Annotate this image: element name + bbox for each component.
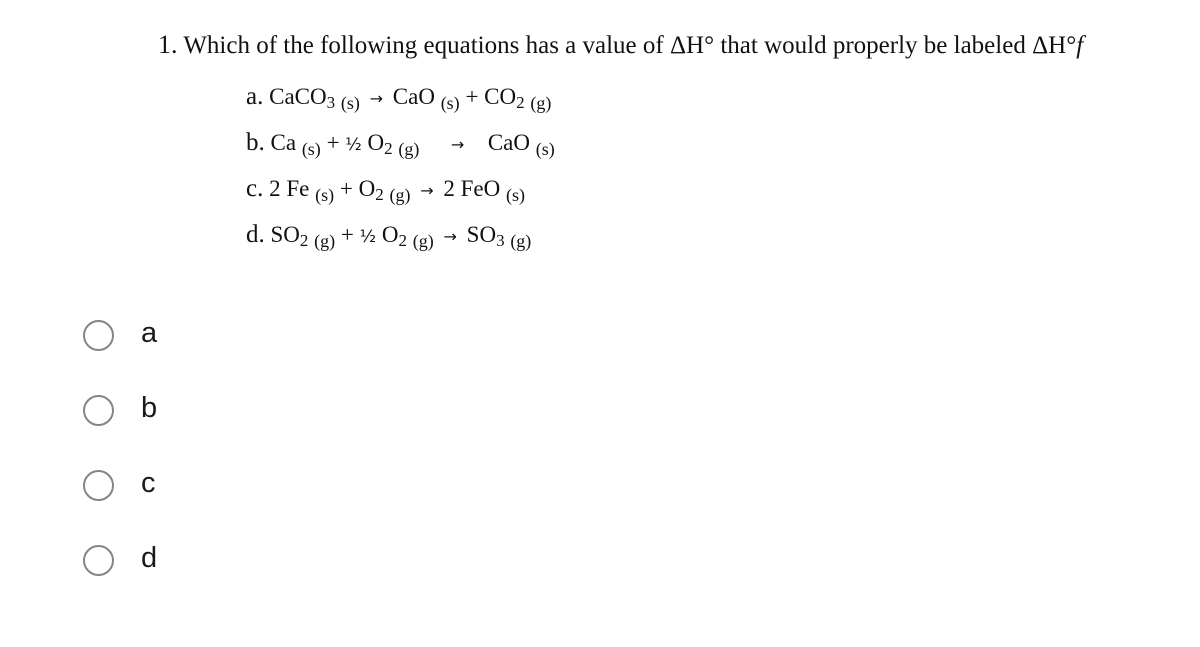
subscript: 3 [326,93,336,112]
question-suffix: f [1076,32,1084,59]
question-body: Which of the following equations has a value of ΔH° that would properly be labeled ΔH° [183,32,1077,59]
species: CaCO [269,84,327,109]
choice-b[interactable] [83,391,157,429]
subscript: 2 [375,185,384,204]
species: O [367,130,385,155]
equation-letter: c. [246,175,264,202]
plus-sign: + [326,130,340,155]
equation-c [246,170,555,216]
phase-label: (g) [510,231,532,251]
radio-button-a[interactable] [83,320,114,351]
subscript: 2 [299,231,309,250]
phase-label: (s) [535,139,555,159]
choice-a[interactable] [83,316,157,354]
equation-d [246,216,555,262]
phase-label: (g) [389,185,411,205]
phase-label: (s) [315,185,335,205]
choice-c[interactable] [83,466,157,504]
equation-a [246,78,555,124]
species: O [381,222,399,247]
choice-label-d[interactable]: d [141,541,158,574]
equation-letter: b. [246,129,265,156]
reaction-arrow: → [420,181,434,200]
phase-label: (s) [340,93,360,113]
question-text [158,30,1083,60]
phase-label: (g) [530,93,552,113]
question-number: 1. [158,30,178,59]
reaction-arrow: → [443,227,457,246]
species: Ca [270,130,297,155]
radio-button-c[interactable] [83,470,114,501]
species: CaO [392,84,435,109]
reaction-arrow: → [369,89,384,108]
phase-label: (g) [398,139,420,159]
equation-letter: a. [246,83,264,110]
phase-label: (s) [301,139,321,159]
equation-b [246,124,555,170]
plus-sign: + [340,222,354,247]
choice-label-b[interactable]: b [141,391,158,424]
subscript: 2 [398,231,407,250]
choice-label-c[interactable]: c [141,466,156,499]
coefficient: ½ [345,135,362,155]
phase-label: (s) [440,93,460,113]
radio-button-b[interactable] [83,395,114,426]
reaction-arrow: → [450,135,465,154]
species: SO [270,222,300,247]
subscript: 2 [384,139,393,158]
species: SO [466,222,497,247]
choice-d[interactable] [83,541,157,579]
species: 2 FeO [443,176,501,201]
equation-letter: d. [246,221,265,248]
choice-label-a[interactable]: a [141,316,158,349]
species: 2 Fe [269,176,310,201]
subscript: 2 [516,93,525,112]
radio-button-d[interactable] [83,545,114,576]
species: + O [339,176,376,201]
phase-label: (g) [314,231,336,251]
phase-label: (g) [412,231,434,251]
answer-choices [83,316,157,616]
species: + CO [465,84,517,109]
phase-label: (s) [505,185,525,205]
subscript: 3 [496,231,505,250]
coefficient: ½ [359,227,377,247]
species: CaO [487,130,530,155]
equation-list [246,78,555,262]
